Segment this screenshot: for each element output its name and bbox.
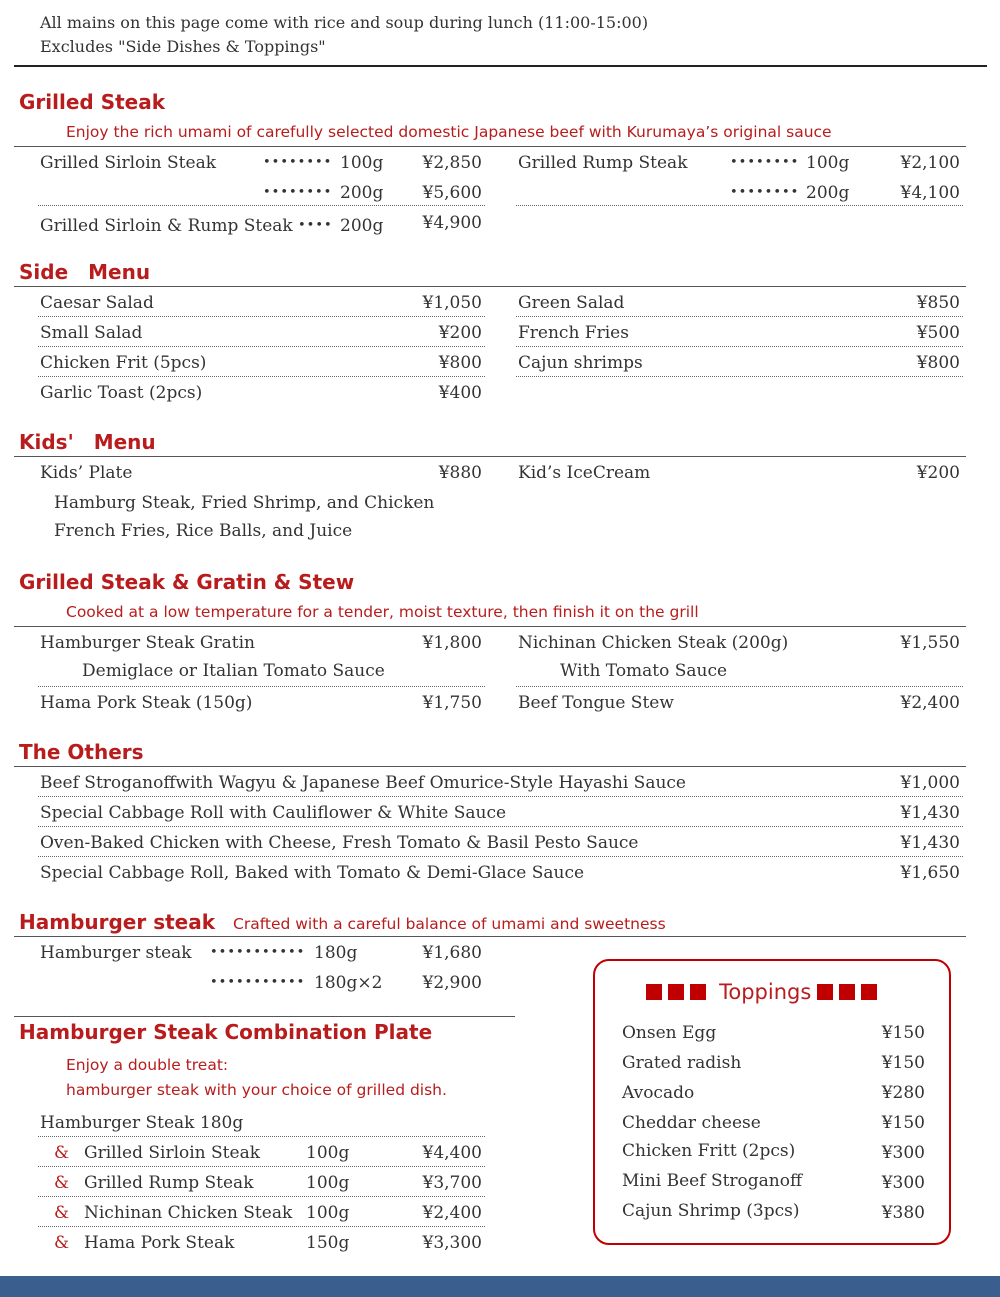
- item-weight: 100g: [306, 1143, 350, 1163]
- grilled-steak-subtitle: Enjoy the rich umami of carefully selected domestic Japanese beef with Kurumaya’s original sauce: [66, 123, 832, 141]
- item-name: Special Cabbage Roll with Cauliflower & White Sauce: [40, 803, 507, 823]
- item-price: ¥1,650: [900, 863, 960, 883]
- gratin-subtitle: Cooked at a low temperature for a tender, moist texture, then finish it on the grill: [66, 603, 699, 621]
- lunch-notice-exclusion: Excludes "Side Dishes & Toppings": [40, 37, 326, 56]
- divider: [14, 286, 966, 287]
- section-title-gratin-stew: Grilled Steak & Gratin & Stew: [19, 570, 355, 594]
- item-price: ¥800: [916, 353, 960, 373]
- item-price: ¥2,100: [900, 153, 960, 173]
- combination-base: Hamburger Steak 180g: [40, 1113, 244, 1133]
- topping-price: ¥300: [881, 1173, 925, 1193]
- item-name: Kid’s IceCream: [518, 463, 651, 483]
- item-price: ¥1,800: [422, 633, 482, 653]
- square-icon: [817, 984, 833, 1000]
- item-price: ¥2,900: [422, 973, 482, 993]
- section-title-combination: Hamburger Steak Combination Plate: [19, 1020, 433, 1044]
- topping-price: ¥280: [881, 1083, 925, 1103]
- topping-name: Onsen Egg: [622, 1023, 717, 1043]
- top-divider: [14, 65, 987, 67]
- item-note: Demiglace or Italian Tomato Sauce: [82, 661, 385, 681]
- leader-dots: ••••••••: [730, 185, 800, 200]
- ampersand: &: [54, 1233, 70, 1253]
- square-icon: [646, 984, 662, 1000]
- item-name: Special Cabbage Roll, Baked with Tomato & Demi-Glace Sauce: [40, 863, 585, 883]
- item-price: ¥5,600: [422, 183, 482, 203]
- item-price: ¥2,400: [422, 1203, 482, 1223]
- topping-name: Mini Beef Stroganoff: [622, 1171, 803, 1191]
- item-price: ¥1,430: [900, 803, 960, 823]
- item-weight: 200g: [340, 183, 384, 203]
- item-description: French Fries, Rice Balls, and Juice: [54, 521, 353, 541]
- section-title-hamburger: Hamburger steak: [19, 910, 216, 934]
- section-title-grilled-steak: Grilled Steak: [19, 90, 166, 114]
- item-price: ¥3,300: [422, 1233, 482, 1253]
- leader-dots: ••••: [298, 218, 333, 233]
- item-weight: 100g: [306, 1203, 350, 1223]
- square-icon: [839, 984, 855, 1000]
- topping-price: ¥150: [881, 1023, 925, 1043]
- hamburger-subtitle: Crafted with a careful balance of umami and sweetness: [233, 915, 666, 933]
- divider: [38, 376, 485, 377]
- divider: [38, 1136, 485, 1137]
- lunch-notice: All mains on this page come with rice and soup during lunch (11:00-15:00): [40, 13, 649, 32]
- topping-price: ¥300: [881, 1143, 925, 1163]
- item-price: ¥200: [438, 323, 482, 343]
- item-price: ¥4,100: [900, 183, 960, 203]
- leader-dots: •••••••••••: [210, 945, 306, 960]
- item-name: Garlic Toast (2pcs): [40, 383, 203, 403]
- topping-price: ¥150: [881, 1053, 925, 1073]
- topping-name: Cheddar cheese: [622, 1113, 761, 1133]
- item-price: ¥3,700: [422, 1173, 482, 1193]
- item-name: Kids’ Plate: [40, 463, 133, 483]
- item-price: ¥4,400: [422, 1143, 482, 1163]
- item-price: ¥500: [916, 323, 960, 343]
- topping-price: ¥380: [881, 1203, 925, 1223]
- item-price: ¥4,900: [422, 213, 482, 233]
- topping-name: Grated radish: [622, 1053, 742, 1073]
- divider: [38, 826, 963, 827]
- divider: [38, 205, 485, 206]
- section-title-kids-menu: Kids' Menu: [19, 430, 156, 454]
- toppings-title: Toppings: [719, 980, 812, 1004]
- leader-dots: ••••••••: [263, 155, 333, 170]
- item-name: Nichinan Chicken Steak (200g): [518, 633, 789, 653]
- item-name: Hama Pork Steak (150g): [40, 693, 253, 713]
- item-weight: 200g: [806, 183, 850, 203]
- item-name: Nichinan Chicken Steak: [84, 1203, 293, 1223]
- square-icon: [690, 984, 706, 1000]
- ampersand: &: [54, 1203, 70, 1223]
- item-name: Chicken Frit (5pcs): [40, 353, 207, 373]
- divider: [14, 456, 966, 457]
- item-weight: 180g×2: [314, 973, 383, 993]
- divider: [14, 146, 966, 147]
- topping-name: Chicken Fritt (2pcs): [622, 1141, 796, 1161]
- item-weight: 200g: [340, 216, 384, 236]
- divider: [38, 1166, 485, 1167]
- toppings-header: [646, 980, 883, 1004]
- divider: [14, 766, 966, 767]
- item-name: Cajun shrimps: [518, 353, 643, 373]
- divider: [38, 346, 485, 347]
- item-weight: 100g: [306, 1173, 350, 1193]
- leader-dots: •••••••••••: [210, 975, 306, 990]
- divider: [38, 316, 485, 317]
- item-price: ¥1,680: [422, 943, 482, 963]
- leader-dots: ••••••••: [263, 185, 333, 200]
- divider: [38, 1196, 485, 1197]
- combination-subtitle-2: hamburger steak with your choice of grilled dish.: [66, 1081, 447, 1099]
- combination-subtitle-1: Enjoy a double treat:: [66, 1056, 229, 1074]
- leader-dots: ••••••••: [730, 155, 800, 170]
- footer-band: [0, 1276, 1000, 1297]
- divider: [38, 856, 963, 857]
- item-weight: 100g: [806, 153, 850, 173]
- item-price: ¥1,750: [422, 693, 482, 713]
- item-price: ¥800: [438, 353, 482, 373]
- item-name: Grilled Sirloin Steak: [84, 1143, 261, 1163]
- item-name: Oven-Baked Chicken with Cheese, Fresh Tomato & Basil Pesto Sauce: [40, 833, 639, 853]
- item-price: ¥880: [438, 463, 482, 483]
- divider: [516, 686, 963, 687]
- item-note: With Tomato Sauce: [560, 661, 728, 681]
- divider: [516, 346, 963, 347]
- topping-name: Avocado: [622, 1083, 695, 1103]
- topping-name: Cajun Shrimp (3pcs): [622, 1201, 800, 1221]
- item-name: Beef Stroganoffwith Wagyu & Japanese Beef Omurice-Style Hayashi Sauce: [40, 773, 686, 793]
- item-name: Beef Tongue Stew: [518, 693, 674, 713]
- item-name: Hama Pork Steak: [84, 1233, 235, 1253]
- item-name: Caesar Salad: [40, 293, 154, 313]
- square-icon: [668, 984, 684, 1000]
- item-name: Grilled Sirloin Steak: [40, 153, 217, 173]
- item-name: Grilled Rump Steak: [518, 153, 688, 173]
- section-title-others: The Others: [19, 740, 144, 764]
- item-name: French Fries: [518, 323, 629, 343]
- item-name: Hamburger steak: [40, 943, 192, 963]
- item-price: ¥2,400: [900, 693, 960, 713]
- item-price: ¥850: [916, 293, 960, 313]
- item-price: ¥1,050: [422, 293, 482, 313]
- divider: [38, 1226, 485, 1227]
- divider: [516, 316, 963, 317]
- item-weight: 100g: [340, 153, 384, 173]
- item-name: Grilled Rump Steak: [84, 1173, 254, 1193]
- section-title-side-menu: Side Menu: [19, 260, 151, 284]
- item-price: ¥2,850: [422, 153, 482, 173]
- item-description: Hamburg Steak, Fried Shrimp, and Chicken: [54, 493, 435, 513]
- item-price: ¥400: [438, 383, 482, 403]
- item-name: Small Salad: [40, 323, 143, 343]
- item-price: ¥1,000: [900, 773, 960, 793]
- item-price: ¥1,430: [900, 833, 960, 853]
- divider: [14, 1016, 515, 1017]
- divider: [14, 626, 966, 627]
- square-icon: [861, 984, 877, 1000]
- item-price: ¥1,550: [900, 633, 960, 653]
- item-name: Green Salad: [518, 293, 625, 313]
- divider: [14, 936, 966, 937]
- item-name: Grilled Sirloin & Rump Steak: [40, 216, 293, 236]
- divider: [516, 205, 963, 206]
- divider: [38, 686, 485, 687]
- ampersand: &: [54, 1143, 70, 1163]
- item-name: Hamburger Steak Gratin: [40, 633, 255, 653]
- topping-price: ¥150: [881, 1113, 925, 1133]
- ampersand: &: [54, 1173, 70, 1193]
- divider: [38, 796, 963, 797]
- item-weight: 150g: [306, 1233, 350, 1253]
- item-weight: 180g: [314, 943, 358, 963]
- item-price: ¥200: [916, 463, 960, 483]
- divider: [516, 376, 963, 377]
